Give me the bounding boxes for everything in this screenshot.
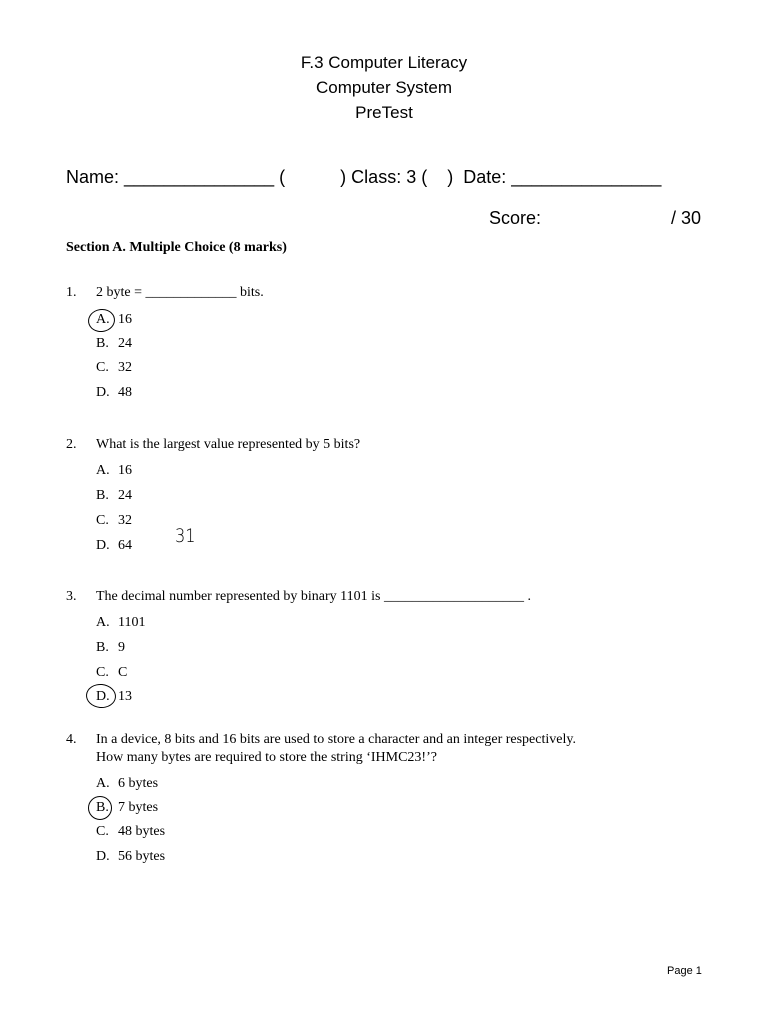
option-text: 9 — [118, 640, 125, 655]
option-letter: A. — [96, 615, 110, 630]
option-letter: C. — [96, 665, 109, 680]
question-3-option-c — [96, 664, 127, 682]
option-text: 16 — [118, 463, 132, 478]
question-3-number: 3. — [66, 589, 77, 604]
option-text: 24 — [118, 488, 132, 503]
option-text: 32 — [118, 513, 132, 528]
question-3-option-a — [96, 614, 145, 632]
question-1-option-b — [96, 335, 132, 353]
option-text: 16 — [118, 312, 132, 327]
course-title: F.3 Computer Literacy — [300, 53, 468, 72]
option-text: 1101 — [118, 615, 146, 630]
option-letter: C. — [96, 513, 109, 528]
question-4-number: 4. — [66, 732, 77, 747]
question-1-number: 1. — [66, 285, 77, 300]
option-letter: D. — [96, 849, 110, 864]
question-1-option-d — [96, 384, 132, 402]
option-text: 24 — [118, 336, 132, 351]
question-2-option-c — [96, 512, 132, 530]
question-3-option-b — [96, 639, 125, 657]
option-text: 13 — [118, 689, 132, 704]
option-text: 48 — [118, 385, 132, 400]
option-letter: A. — [96, 463, 110, 478]
question-4-text-line-1: In a device, 8 bits and 16 bits are used to store a character and an integer respectively. — [96, 732, 576, 747]
topic-title: Computer System — [315, 78, 453, 97]
question-1-option-c — [96, 359, 132, 377]
page-number: Page 1 — [667, 965, 702, 977]
option-letter: D. — [96, 538, 110, 553]
option-letter: B. — [96, 488, 109, 503]
option-letter: D. — [96, 385, 110, 400]
question-4-option-a — [96, 775, 158, 793]
option-letter: B. — [96, 336, 109, 351]
option-text: 56 bytes — [118, 849, 166, 864]
student-info-line: Name: _______________ ( ) Class: 3 ( ) Date: _______________ — [66, 167, 662, 187]
option-letter: C. — [96, 360, 109, 375]
option-letter: D. — [96, 689, 110, 704]
question-4-option-c — [96, 823, 165, 841]
option-letter: B. — [96, 640, 109, 655]
option-text: 64 — [118, 538, 132, 553]
question-2-option-d — [96, 537, 132, 555]
question-2-option-a — [96, 462, 132, 480]
question-3-text: The decimal number represented by binary 1101 is ____________________ . — [96, 589, 531, 604]
question-4-text-line-2: How many bytes are required to store the string ‘IHMC23!’? — [96, 750, 437, 765]
option-letter: C. — [96, 824, 109, 839]
option-text: C — [118, 665, 128, 680]
question-4-option-d — [96, 848, 165, 866]
question-2-text: What is the largest value represented by 5 bits? — [96, 437, 361, 452]
option-text: 32 — [118, 360, 132, 375]
option-text: 48 bytes — [118, 824, 166, 839]
section-a-heading: Section A. Multiple Choice (8 marks) — [66, 240, 287, 255]
question-1-text: 2 byte = _____________ bits. — [96, 285, 264, 300]
score-label: Score: — [489, 208, 542, 228]
option-text: 7 bytes — [118, 800, 159, 815]
handwritten-answer: 31 — [175, 525, 196, 547]
question-2-option-b — [96, 487, 132, 505]
score-total: / 30 — [671, 208, 702, 228]
option-text: 6 bytes — [118, 776, 159, 791]
option-letter: A. — [96, 776, 110, 791]
test-title: PreTest — [355, 103, 413, 122]
option-letter: B. — [96, 800, 109, 815]
option-letter: A. — [96, 312, 110, 327]
question-2-number: 2. — [66, 437, 77, 452]
answer-circle-mark — [88, 796, 112, 820]
